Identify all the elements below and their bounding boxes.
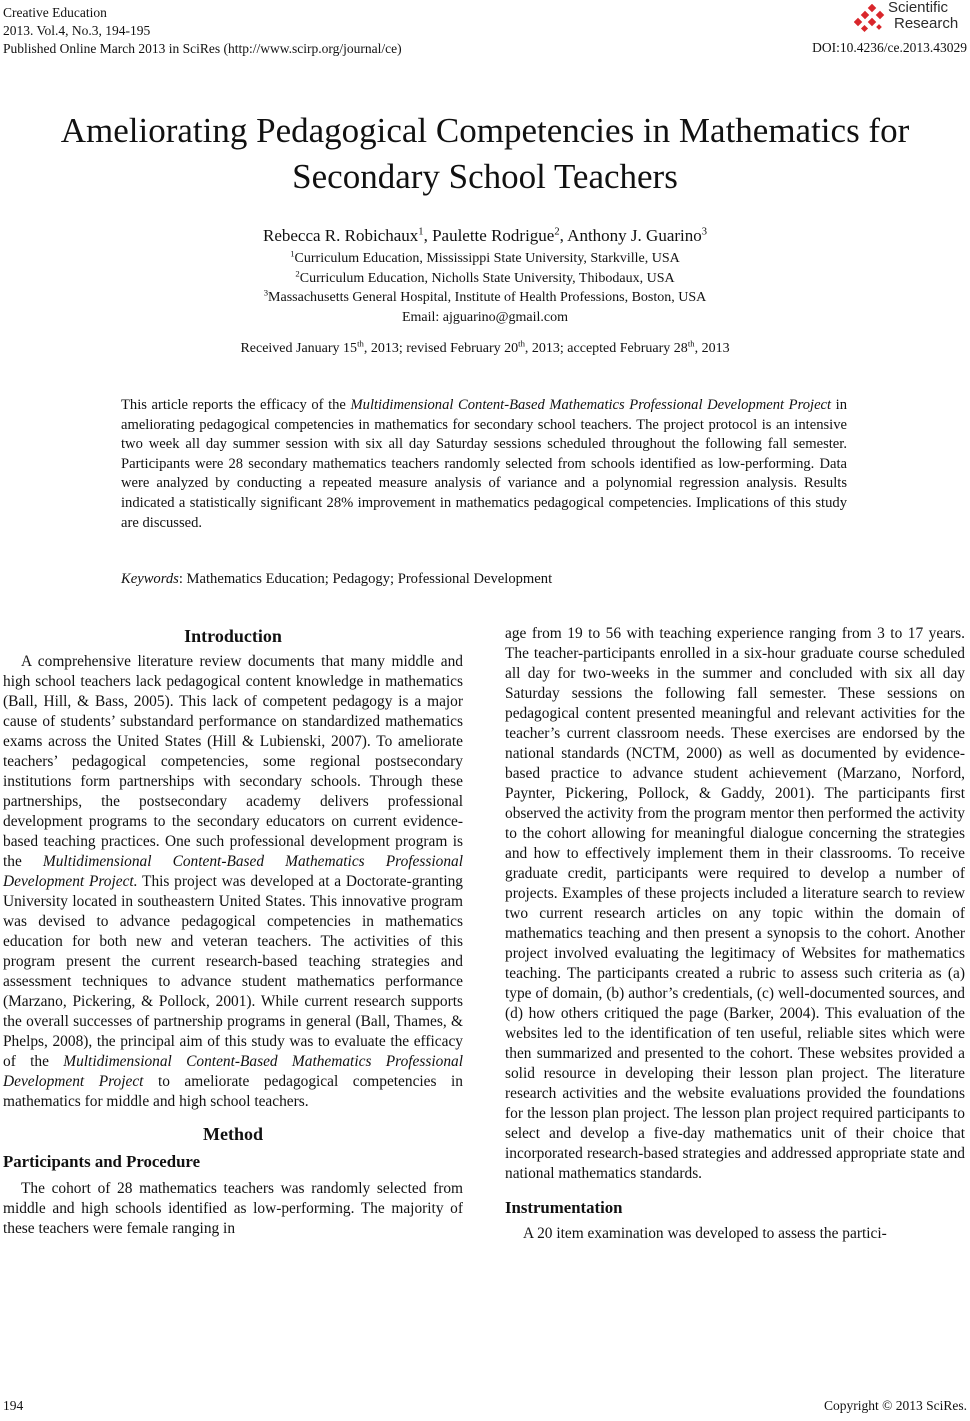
left-column [3, 624, 463, 1239]
running-header [3, 4, 402, 58]
subsection-heading-participants: Participants and Procedure [3, 1152, 201, 1171]
affiliation-1: $^1$Curriculum Education, Mississippi State University, Starkville, USA [290, 248, 680, 266]
keywords-text: : Mathematics Education; Pedagogy; Professional Development [178, 571, 553, 587]
author-2: , Paulette Rodrigue [423, 226, 555, 245]
title-line-1: Ameliorating Pedagogical Competencies in Mathematics for [60, 111, 910, 150]
subsection-heading-instrumentation: Instrumentation [505, 1198, 623, 1217]
author-3-affil: 3 [701, 226, 708, 238]
logo-text-scientific: Scientific [888, 0, 949, 16]
received-dates: Received January 15th, 2013; revised February 20th, 2013; accepted February 28th, 2013 [240, 338, 730, 356]
publication-info: Published Online March 2013 in SciRes (http://www.scirp.org/journal/ce) [3, 41, 402, 56]
title-line-2: Secondary School Teachers [292, 157, 678, 196]
page-number: 194 [3, 1398, 24, 1413]
author-3: , Anthony J. Guarino [559, 226, 702, 245]
keywords-label: Keywords [121, 571, 179, 587]
keywords [121, 571, 847, 588]
section-heading-method: Method [203, 1124, 263, 1144]
author-1-affil: 1 [418, 226, 424, 238]
project-name: Multidimensional Content-Based Mathematics Professional Development Project [350, 397, 832, 413]
affiliation-2: $^2$Curriculum Education, Nicholls State University, Thibodaux, USA [295, 267, 675, 286]
journal-volume: 2013. Vol.4, No.3, 194-195 [3, 23, 151, 38]
logo-text-research: Research [894, 15, 959, 32]
introduction-paragraph: A comprehensive literature review documents that many middle and high school teachers lack pedagogical content knowledge in mathematics (Ball, Hill, & Bass, 2005). This lack of competent pedagogy is a major cause of students’ substandard performance on standardized mathematics exams across the United States (Hill & Lubienski, 2007). To ameliorate teachers’ pedagogical competencies, some regional postsecondary institutions form partnerships with secondary schools. Through these partnerships, the postsecondary academy delivers professional development programs to the secondary educators on current evidence-based teaching practices. One such professional development program is the Multidimensional Content-Based Mathematics Professional Development Project. This project was developed at a Doctorate-granting University located in southeastern United States. This innovative program was devised to advance pedagogical competencies in mathematics education for both new and veteran teachers. The activities of this program present the current research-based teaching strategies and assessment techniques to advance student mathematics performance (Marzano, Pickering, & Pollock, 2001). While current research supports the overall successes of partnership programs in general (Ball, Thames, & Phelps, 2008), the principal aim of this study was to evaluate the efficacy of the Multidimensional Content-Based Mathematics Professional Development Project to ameliorate pedagogical competencies in mathematics for middle and high school teachers. [3, 653, 463, 1110]
abstract: This article reports the efficacy of the Multidimensional Content-Based Mathematics Professional Development Project in ameliorating pedagogical competencies in mathematics for secondary school teachers. The project protocol is an intensive two week all day summer session with six all day Saturday sessions scheduled throughout the following fall semester. Participants were 28 secondary mathematics teachers randomly selected from schools identified as low-performing. Data were analyzed by conducting a repeated measure analysis of variance and a polynomial regression analysis. Results indicated a statistically significant 28% improvement in mathematics pedagogical competencies. Implications of this study are discussed. [121, 397, 848, 531]
participants-paragraph-start: The cohort of 28 mathematics teachers was randomly selected from middle and high schools identified as low-performing. The majority of these teachers were female ranging in [3, 1180, 463, 1237]
author-email: Email: ajguarino@gmail.com [401, 309, 569, 325]
doi: DOI:10.4236/ce.2013.43029 [812, 40, 967, 55]
scientific-research-logo-icon [854, 4, 888, 34]
author-list [0, 226, 970, 246]
affiliations [0, 249, 970, 327]
author-2-affil: 2 [554, 226, 560, 238]
article-title [0, 108, 970, 200]
instrumentation-paragraph: A 20 item examination was developed to assess the partici- [523, 1225, 887, 1242]
participants-paragraph-continued: age from 19 to 56 with teaching experience ranging from 3 to 17 years. The teacher-participants enrolled in a six-hour graduate course scheduled all day for two-weeks in the summer and concluded with six all day Saturday sessions the following fall semester. These sessions on pedagogical content presented meaningful and relevant activities for the teacher’s current classroom needs. These exercises are endorsed by the national standards (NCTM, 2000) as well as documented by evidence-based practice to advance student achievement (Marzano, Norford, Paynter, Pickering, Pollock, & Gaddy, 2001). The participants first observed the activity from the program mentor then performed the activity to the cohort allowing for meaningful dialogue concerning the strategies and how to effectively implement them in their classrooms. To receive graduate credit, participants were required to develop a number of projects. Examples of these projects included a literature search to review two current research articles on any topic within the domain of mathematics teaching and then present a synopsis to the cohort. Another project involved evaluating the legitimacy of Websites for mathematics teaching. The participants created a rubric to assess such criteria as (a) type of domain, (b) author’s credentials, (c) well-documented sources, and (d) how others critiqued the page (Barker, 2004). This evaluation of the websites led to the identification of ten useful, reliable sites which were then summarized and presented to the cohort. These websites provided a solid resource in developing their lesson plan project. The literature research activities and the website evaluations provided the foundations for the lesson plan project. The lesson plan project required participants to select and develop a five-day mathematics unit of their choice that incorporated research-based strategies and addressed appropriate state and national mathematics standards. [505, 625, 965, 1182]
author-1: Rebecca R. Robichaux [262, 226, 419, 245]
right-column [505, 624, 965, 1244]
copyright: Copyright © 2013 SciRes. [823, 1398, 967, 1413]
journal-name: Creative Education [3, 5, 107, 20]
publisher-logo [854, 0, 964, 38]
affiliation-3: $^3$Massachusetts General Hospital, Institute of Health Professions, Boston, USA [263, 287, 707, 305]
section-heading-introduction: Introduction [184, 626, 282, 646]
